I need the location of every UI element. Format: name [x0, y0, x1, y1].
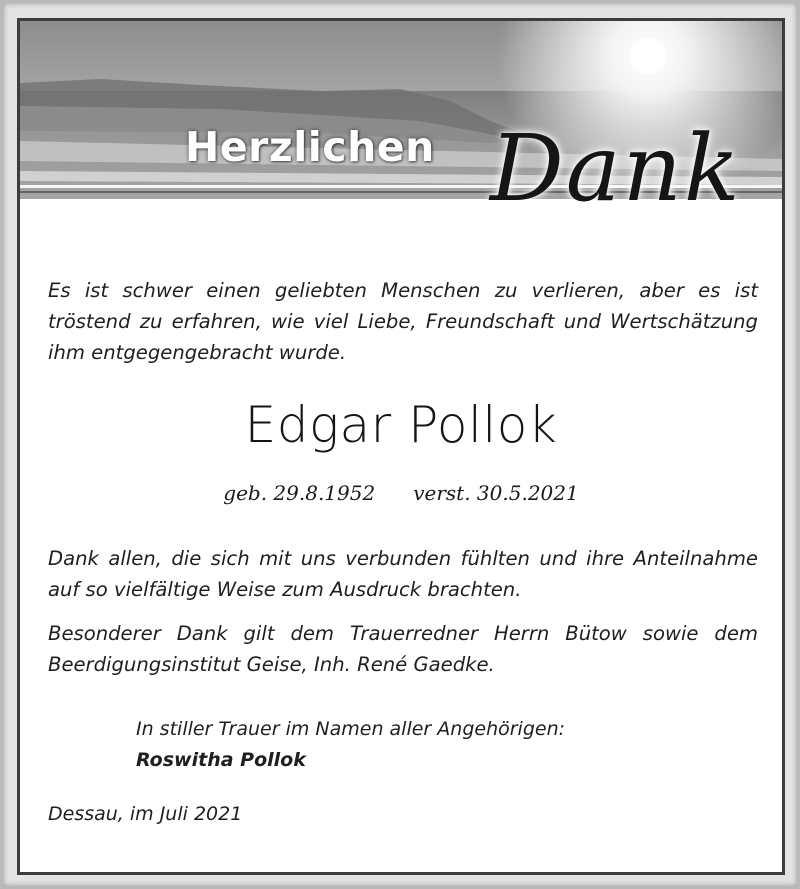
signature-block	[136, 714, 565, 776]
header-title-part1: Herzlichen	[185, 123, 435, 171]
thanks-paragraph-1: Dank allen, die sich mit uns verbunden fühlten und ihre Anteilnahme auf so vielfältige Weise zum Ausdruck brachten.	[48, 547, 758, 601]
thanks-paragraph-2: Besonderer Dank gilt dem Trauerredner Herrn Bütow sowie dem Beerdigungsinstitut Geise, Inh. René Gaedke.	[48, 622, 758, 676]
signature-name: Roswitha Pollok	[136, 749, 306, 771]
deceased-name: Edgar Pollok	[244, 396, 558, 454]
place-date: Dessau, im Juli 2021	[48, 803, 243, 825]
life-dates	[20, 481, 782, 505]
header-title-part2: Dank	[490, 115, 742, 222]
birth-date: geb. 29.8.1952	[223, 481, 376, 505]
signature-line: In stiller Trauer im Namen aller Angehörigen:	[136, 718, 566, 740]
notice-frame	[17, 18, 785, 875]
notice-border	[3, 3, 797, 886]
intro-paragraph: Es ist schwer einen geliebten Menschen zu verlieren, aber es ist tröstend zu erfahren, wie viel Liebe, Freundschaft und Wertschätzung ihm entgegengebracht wurde.	[48, 279, 758, 364]
death-date: verst. 30.5.2021	[413, 481, 579, 505]
